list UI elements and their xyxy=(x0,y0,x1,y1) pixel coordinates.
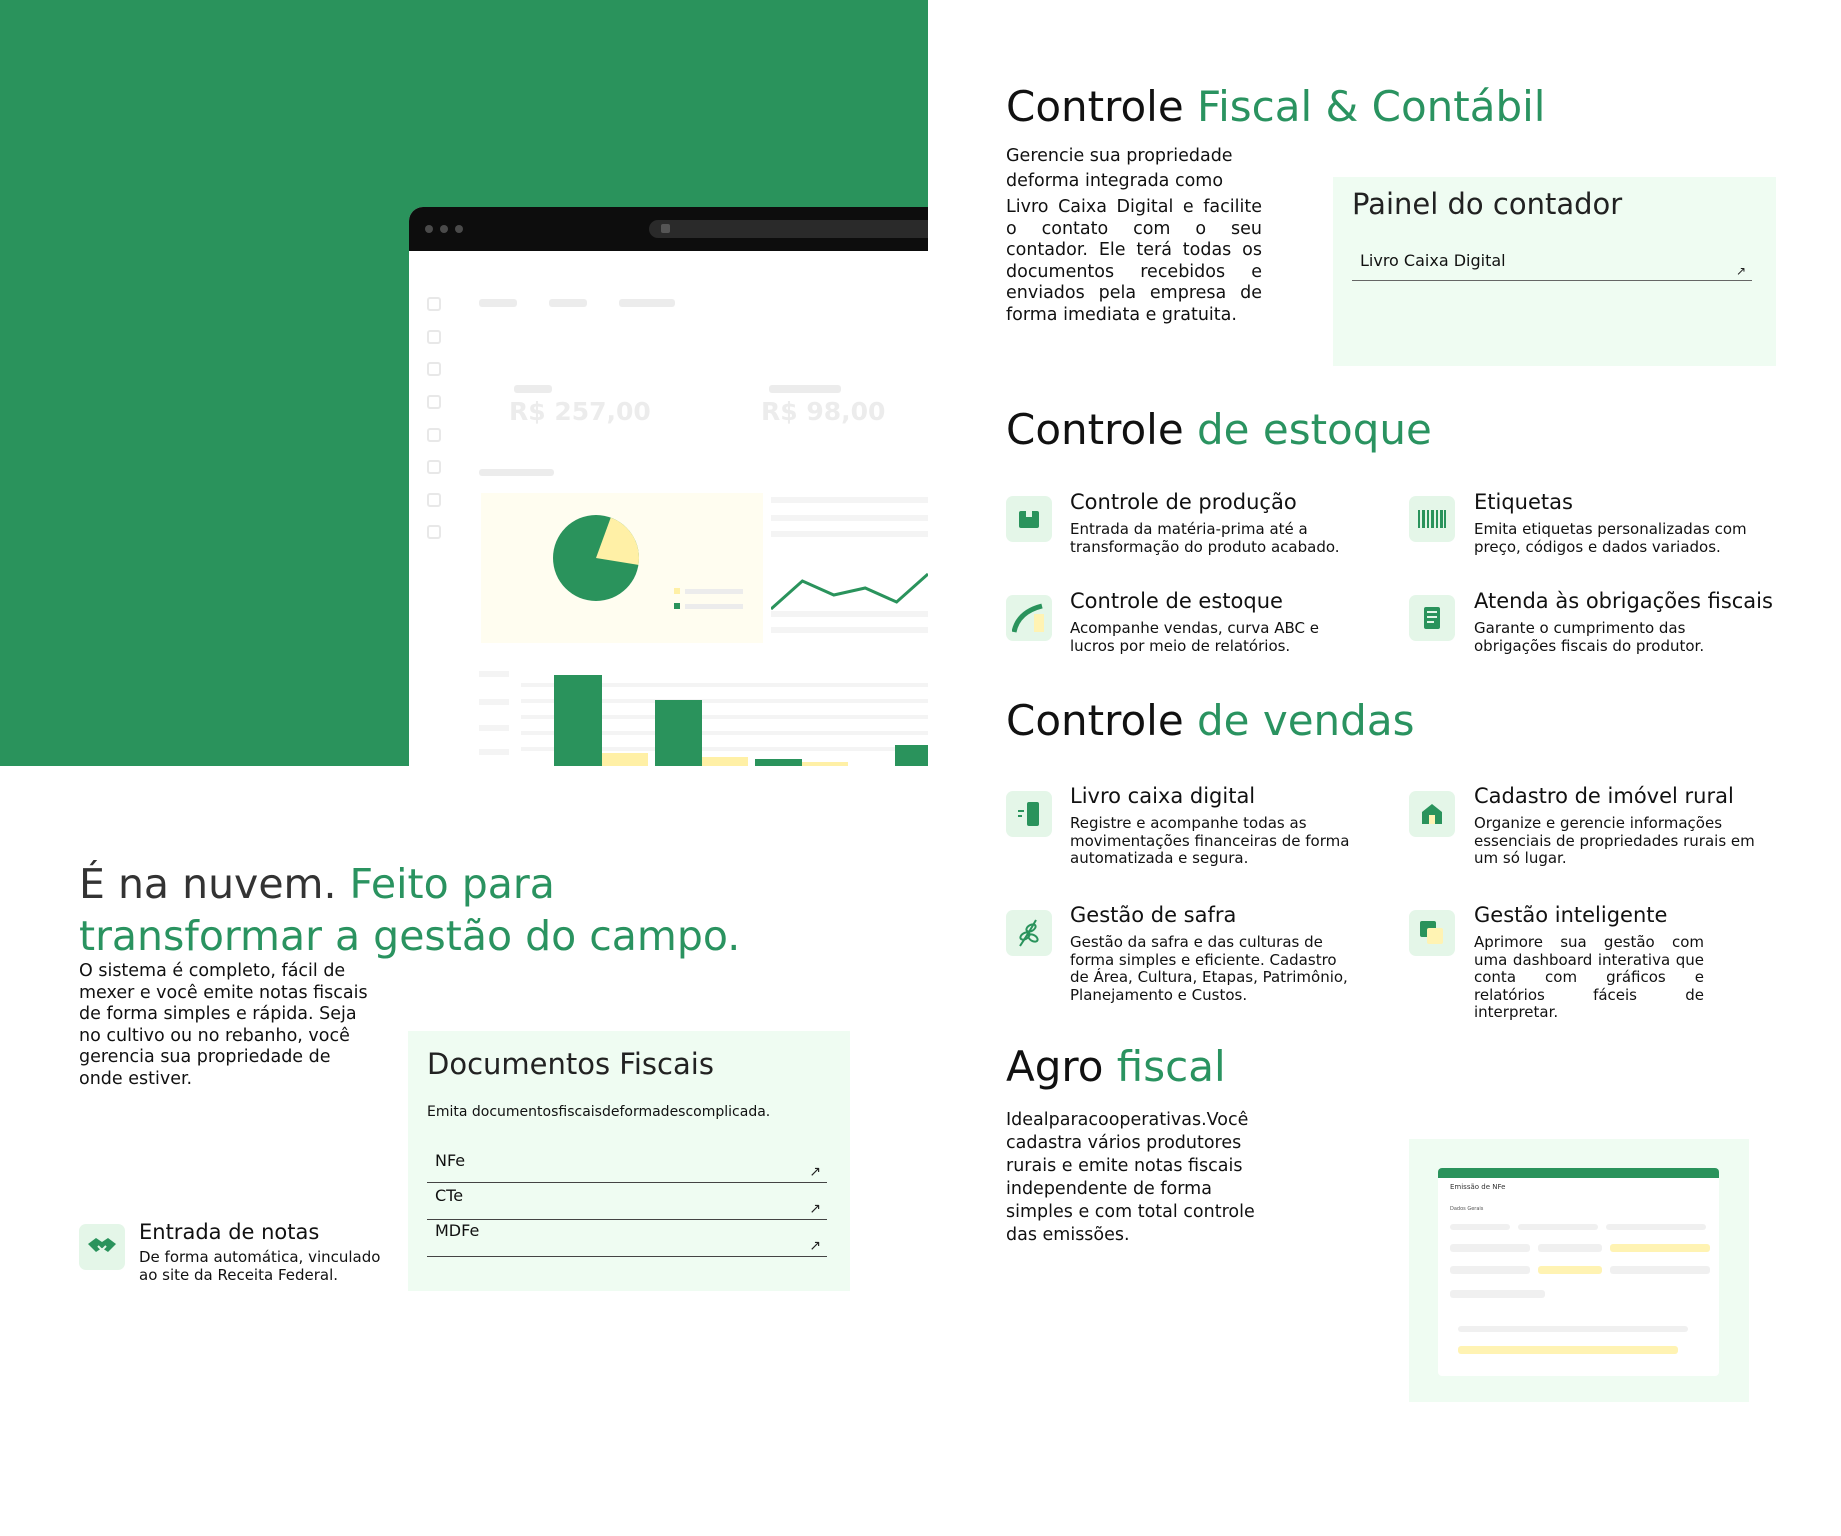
entrada-notas-title: Entrada de notas xyxy=(139,1220,320,1244)
agro-body: Idealparacooperativas.Você cadastra vários produtores rurais e emite notas fiscais independente de forma simples e com total controle das emissões. xyxy=(1006,1110,1255,1245)
estoque-heading-green: de estoque xyxy=(1197,405,1432,454)
painel-contador-title: Painel do contador xyxy=(1352,187,1623,221)
estoque-item-desc: Acompanhe vendas, curva ABC e lucros por meio de relatórios. xyxy=(1070,619,1319,655)
intro-body: O sistema é completo, fácil de mexer e você emite notas fiscais de forma simples e rápida. Seja no cultivo ou no rebanho, você gerencia sua propriedade de onde estiver. xyxy=(79,961,368,1089)
pie-chart xyxy=(481,493,763,643)
painel-contador-panel xyxy=(1333,177,1776,366)
section-label-placeholder xyxy=(479,469,554,476)
vendas-item-desc: Aprimore sua gestão com uma dashboard interativa que conta com gráficos e relatórios fáceis de interpretar. xyxy=(1474,933,1704,1021)
documentos-fiscais-subtitle: Emita documentosfiscaisdeformadescomplicada. xyxy=(427,1104,771,1120)
vendas-item-desc: Registre e acompanhe todas as movimentações financeiras de forma automatizada e segura. xyxy=(1070,814,1350,867)
estoque-item-title: Etiquetas xyxy=(1474,490,1573,514)
documentos-fiscais-title: Documentos Fiscais xyxy=(427,1047,714,1081)
pie-chart-card xyxy=(481,493,763,643)
label-placeholder xyxy=(514,385,552,393)
fiscal-heading-green: Fiscal & Contábil xyxy=(1197,82,1546,131)
fiscal-body-line2: deforma integrada como xyxy=(1006,171,1224,191)
estoque-item-desc: Entrada da matéria-prima até a transformação do produto acabado. xyxy=(1070,520,1340,556)
livro-caixa-digital-link[interactable] xyxy=(1352,251,1752,281)
fiscal-heading-plain: Controle xyxy=(1006,82,1198,131)
mdfe-link-label: MDFe xyxy=(435,1221,480,1240)
fiscal-body-intro xyxy=(1006,144,1266,194)
browser-url-bar xyxy=(649,220,928,238)
vendas-item-title: Gestão inteligente xyxy=(1474,903,1668,927)
bar-yellow-1 xyxy=(602,753,648,766)
intro-heading xyxy=(79,858,799,962)
tab-placeholder xyxy=(549,299,587,307)
estoque-item-title: Controle de produção xyxy=(1070,490,1297,514)
tab-placeholder xyxy=(619,299,675,307)
form-field-placeholder xyxy=(1610,1266,1710,1274)
chart-icon xyxy=(427,330,441,344)
nfe-form-mockup xyxy=(1438,1168,1719,1376)
estoque-item-title: Atenda às obrigações fiscais xyxy=(1474,589,1773,613)
arrow-up-right-icon: ↗ xyxy=(809,1164,821,1180)
cte-link-label: CTe xyxy=(435,1186,464,1205)
agro-nfe-preview-panel xyxy=(1409,1139,1749,1402)
handshake-icon xyxy=(79,1224,125,1270)
mobile-payment-icon xyxy=(1006,791,1052,837)
bar-green-4 xyxy=(895,745,928,766)
form-field-highlight xyxy=(1610,1244,1710,1252)
dashboard-value-1: R$ 257,00 xyxy=(509,397,651,426)
browser-title-bar xyxy=(409,207,928,251)
nfe-form-header-bar xyxy=(1438,1168,1719,1178)
bar-green-1 xyxy=(554,675,602,766)
arrow-up-right-icon: ↗ xyxy=(1735,264,1746,278)
edit-icon xyxy=(427,297,441,311)
house-icon xyxy=(1409,791,1455,837)
form-field-placeholder xyxy=(1518,1224,1598,1230)
legend-label-placeholder xyxy=(685,589,743,594)
agro-heading-green: fiscal xyxy=(1116,1042,1226,1091)
vendas-heading-plain: Controle xyxy=(1006,696,1198,745)
form-field-placeholder xyxy=(1538,1244,1602,1252)
livro-caixa-digital-label: Livro Caixa Digital xyxy=(1360,251,1506,270)
mdfe-link[interactable] xyxy=(427,1221,827,1257)
lock-icon xyxy=(661,224,670,233)
fiscal-body-rest: Livro Caixa Digital e facilite o contato com o seu contador. Ele terá todas os documentos recebidos e enviados pela empresa de forma imediata e gratuita. xyxy=(1006,197,1262,325)
fiscal-heading xyxy=(1006,82,1545,131)
fiscal-body-line1: Gerencie sua propriedade xyxy=(1006,146,1233,166)
settings-icon xyxy=(427,493,441,507)
estoque-item-title: Controle de estoque xyxy=(1070,589,1283,613)
receipt-icon xyxy=(1409,595,1455,641)
legend-label-placeholder xyxy=(685,604,743,609)
legend-swatch-yellow xyxy=(674,588,680,594)
curve-chart-icon xyxy=(1006,595,1052,641)
agro-heading xyxy=(1006,1042,1226,1091)
vendas-item-title: Livro caixa digital xyxy=(1070,784,1256,808)
export-icon xyxy=(427,362,441,376)
grid-icon xyxy=(427,460,441,474)
form-field-placeholder xyxy=(1450,1290,1545,1298)
estoque-item-desc: Emita etiquetas personalizadas com preço, códigos e dados variados. xyxy=(1474,520,1747,556)
tab-placeholder xyxy=(479,299,517,307)
intro-heading-green: Feito para transformar a gestão do campo. xyxy=(79,860,741,960)
entrada-notas-desc: De forma automática, vinculado ao site da Receita Federal. xyxy=(139,1248,381,1284)
bar-green-2 xyxy=(655,700,702,766)
intro-heading-plain: É na nuvem. xyxy=(79,860,350,908)
window-dot-icon xyxy=(425,225,433,233)
vendas-item-title: Gestão de safra xyxy=(1070,903,1237,927)
dashboard-value-2: R$ 98,00 xyxy=(761,397,886,426)
barcode-icon xyxy=(1409,496,1455,542)
bar-yellow-2 xyxy=(702,757,748,766)
nfe-form-section: Dados Gerais xyxy=(1450,1206,1484,1212)
form-field-placeholder xyxy=(1450,1244,1530,1252)
line-series xyxy=(771,574,928,609)
form-field-placeholder xyxy=(1458,1326,1688,1332)
label-placeholder xyxy=(769,385,841,393)
window-dot-icon xyxy=(455,225,463,233)
cte-link[interactable] xyxy=(427,1186,827,1220)
agro-heading-plain: Agro xyxy=(1006,1042,1117,1091)
tag-icon xyxy=(427,525,441,539)
estoque-heading-plain: Controle xyxy=(1006,405,1198,454)
bar-yellow-3 xyxy=(802,762,848,766)
form-field-placeholder xyxy=(1450,1224,1510,1230)
document-icon xyxy=(427,428,441,442)
nfe-form-title: Emissão de NFe xyxy=(1450,1183,1506,1191)
form-field-highlight xyxy=(1538,1266,1602,1274)
vendas-item-desc: Organize e gerencie informações essenciais de propriedades rurais em um só lugar. xyxy=(1474,814,1755,867)
bar-green-3 xyxy=(755,759,802,766)
vendas-item-title: Cadastro de imóvel rural xyxy=(1474,784,1734,808)
form-field-placeholder xyxy=(1450,1266,1530,1274)
estoque-item-desc: Garante o cumprimento das obrigações fiscais do produtor. xyxy=(1474,619,1705,655)
copy-icon xyxy=(427,395,441,409)
line-chart xyxy=(771,493,928,643)
vendas-heading xyxy=(1006,696,1414,745)
form-field-highlight xyxy=(1458,1346,1678,1354)
dashboard-browser-mockup xyxy=(409,207,928,766)
legend-swatch-green xyxy=(674,603,680,609)
vendas-item-desc: Gestão da safra e das culturas de forma simples e eficiente. Cadastro de Área, Cultura, Etapas, Patrimônio, Planejamento e Custos. xyxy=(1070,933,1348,1004)
form-field-placeholder xyxy=(1606,1224,1706,1230)
box-icon xyxy=(1006,496,1052,542)
documentos-fiscais-panel xyxy=(408,1031,850,1291)
bar-chart-card xyxy=(479,663,928,766)
layers-icon xyxy=(1409,910,1455,956)
nfe-link[interactable] xyxy=(427,1151,827,1183)
arrow-up-right-icon: ↗ xyxy=(809,1238,821,1254)
estoque-heading xyxy=(1006,405,1432,454)
nfe-link-label: NFe xyxy=(435,1151,466,1170)
line-chart-card xyxy=(771,493,928,643)
window-dot-icon xyxy=(440,225,448,233)
wheat-icon xyxy=(1006,910,1052,956)
arrow-up-right-icon: ↗ xyxy=(809,1201,821,1217)
vendas-heading-green: de vendas xyxy=(1197,696,1415,745)
